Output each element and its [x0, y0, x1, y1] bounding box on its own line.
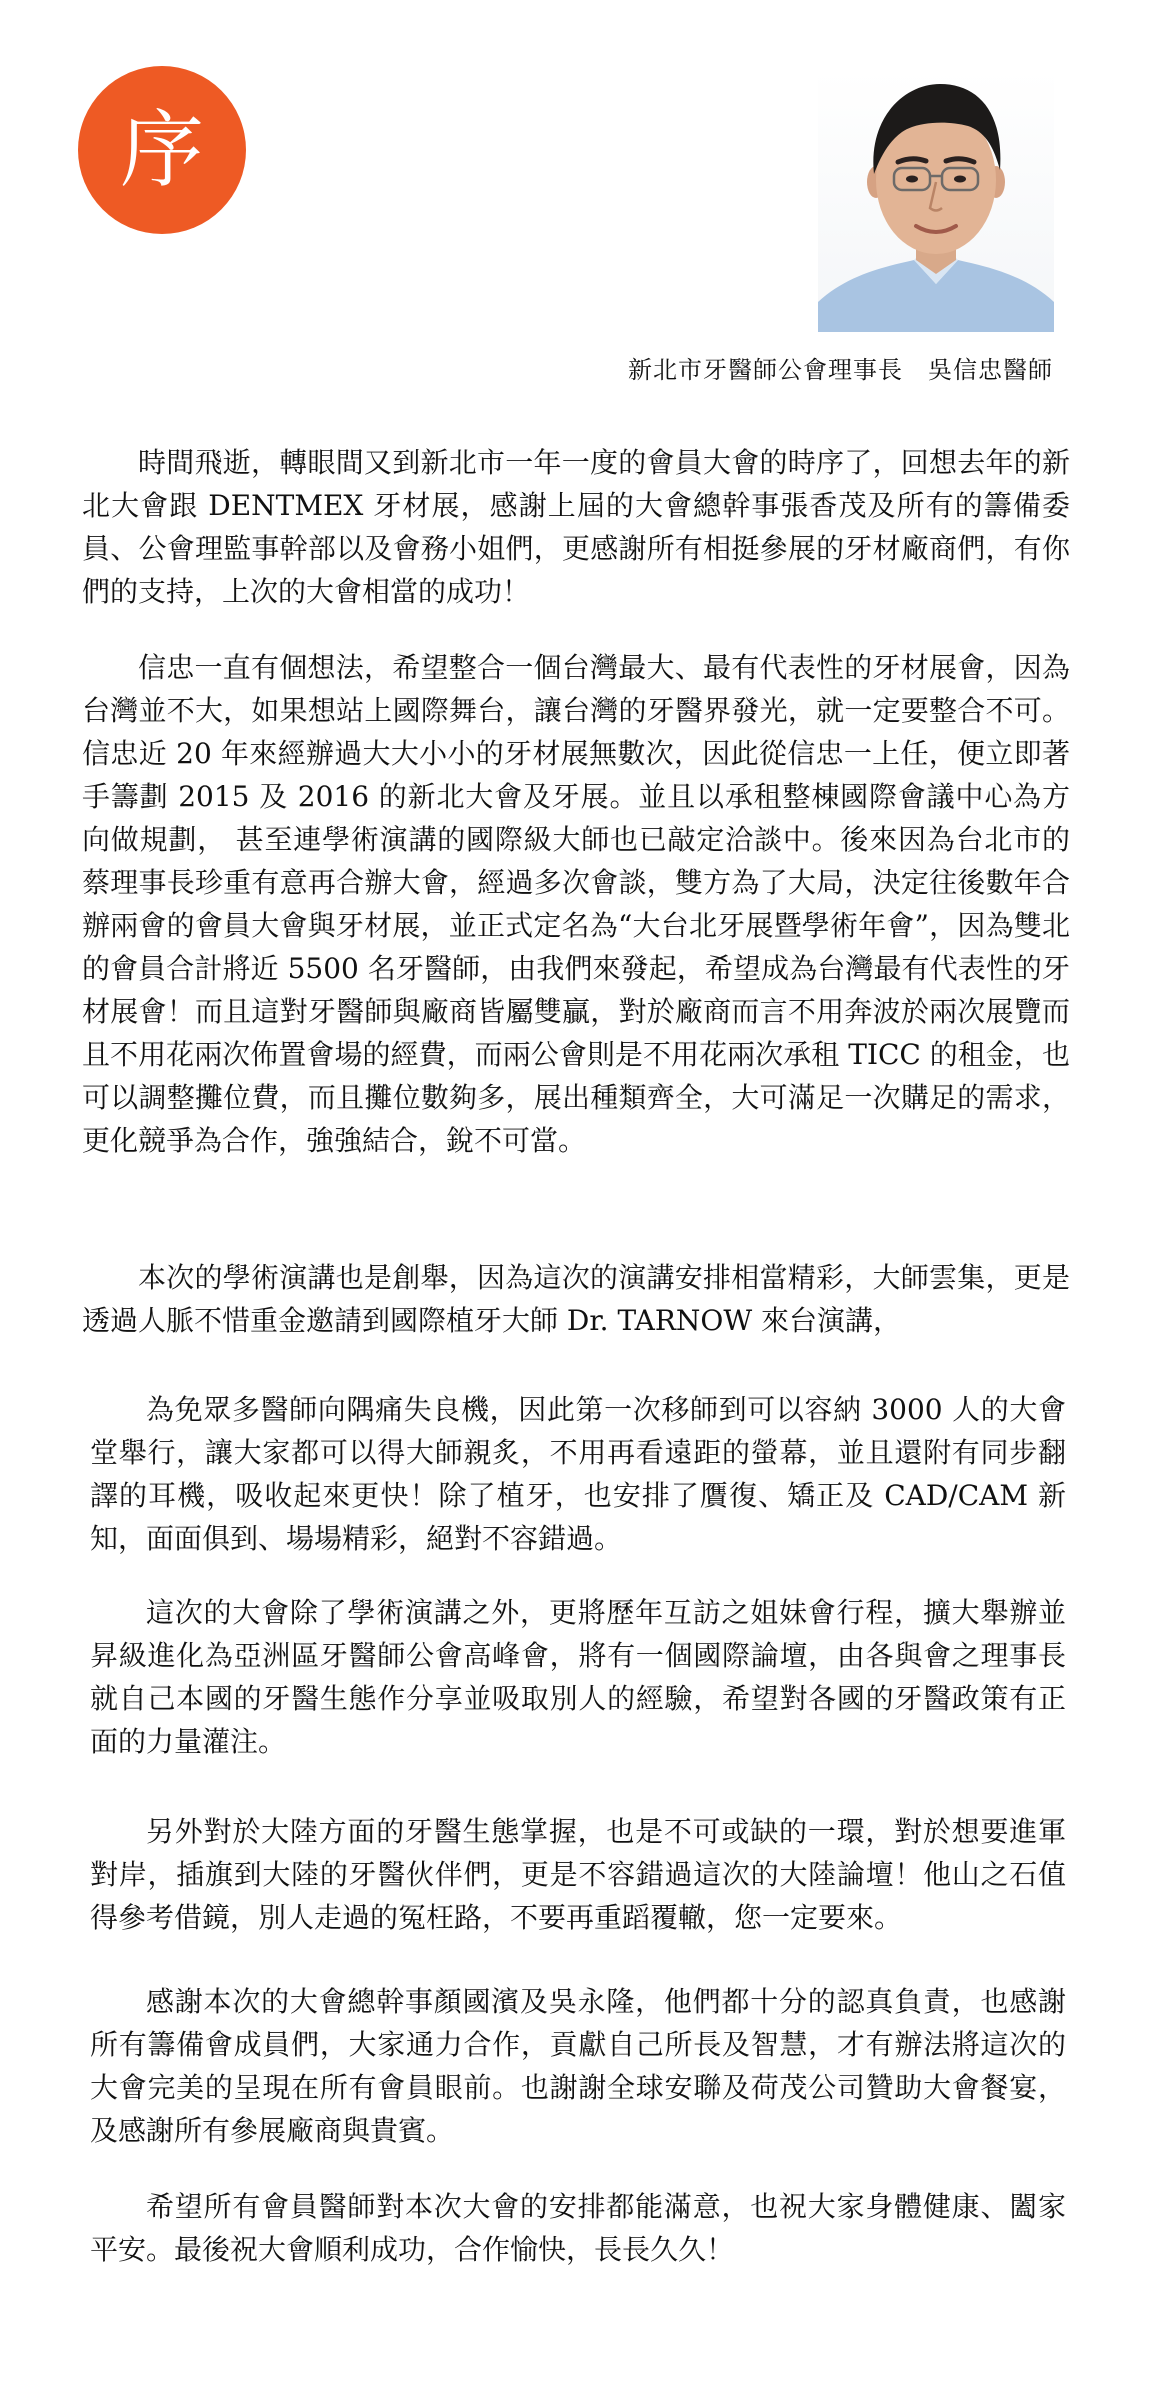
paragraph-5: 這次的大會除了學術演講之外，更將歷年互訪之姐妹會行程，擴大舉辦並昇級進化為亞洲區牙醫師公會高峰會，將有一個國際論壇，由各與會之理事長就自己本國的牙醫生態作分享並吸取別人的經驗，希望對各國的牙醫政策有正面的力量灌注。: [90, 1596, 1066, 1758]
author-portrait: [818, 70, 1054, 332]
paragraph-1: 時間飛逝，轉眼間又到新北市一年一度的會員大會的時序了，回想去年的新北大會跟 DENTMEX 牙材展，感謝上屆的大會總幹事張香茂及所有的籌備委員、公會理監事幹部以及會務小姐們，更感謝所有相挺參展的牙材廠商們，有你們的支持，上次的大會相當的成功！: [82, 446, 1070, 608]
author-byline: 新北市牙醫師公會理事長 吳信忠醫師: [628, 356, 1053, 384]
paragraph-6: 另外對於大陸方面的牙醫生態掌握，也是不可或缺的一環，對於想要進軍對岸，插旗到大陸的牙醫伙伴們，更是不容錯過這次的大陸論壇！他山之石值得參考借鏡，別人走過的冤枉路，不要再重蹈覆轍，您一定要來。: [90, 1815, 1066, 1934]
preface-badge: [78, 66, 246, 234]
paragraph-8: 希望所有會員醫師對本次大會的安排都能滿意，也祝大家身體健康、闔家平安。最後祝大會順利成功，合作愉快，長長久久！: [90, 2190, 1066, 2266]
author-portrait-image: [818, 70, 1054, 332]
paragraph-3: 本次的學術演講也是創舉，因為這次的演講安排相當精彩，大師雲集，更是透過人脈不惜重金邀請到國際植牙大師 Dr. TARNOW 來台演講，: [82, 1261, 1070, 1337]
paragraph-7: 感謝本次的大會總幹事顏國濱及吳永隆，他們都十分的認真負責，也感謝所有籌備會成員們，大家通力合作，貢獻自己所長及智慧，才有辦法將這次的大會完美的呈現在所有會員眼前。也謝謝全球安聯及荷茂公司贊助大會餐宴，及感謝所有參展廠商與貴賓。: [90, 1985, 1066, 2147]
paragraph-4: 為免眾多醫師向隅痛失良機，因此第一次移師到可以容納 3000 人的大會堂舉行，讓大家都可以得大師親炙，不用再看遠距的螢幕，並且還附有同步翻譯的耳機，吸收起來更快！除了植牙，也安排了贋復、矯正及 CAD/CAM 新知，面面俱到、場場精彩，絕對不容錯過。: [90, 1393, 1066, 1555]
paragraph-2: 信忠一直有個想法，希望整合一個台灣最大、最有代表性的牙材展會，因為台灣並不大，如果想站上國際舞台，讓台灣的牙醫界發光，就一定要整合不可。信忠近 20 年來經辦過大大小小的牙材展無數次，因此從信忠一上任，便立即著手籌劃 2015 及 2016 的新北大會及牙展。並且以承租整棟國際會議中心為方向做規劃， 甚至連學術演講的國際級大師也已敲定洽談中。後來因為台北市的蔡理事長珍重有意再合辦大會，經過多次會談，雙方為了大局，決定往後數年合辦兩會的會員大會與牙材展，並正式定名為“大台北牙展暨學術年會”，因為雙北的會員合計將近 5500 名牙醫師，由我們來發起，希望成為台灣最有代表性的牙材展會！而且這對牙醫師與廠商皆屬雙贏，對於廠商而言不用奔波於兩次展覽而且不用花兩次佈置會場的經費，而兩公會則是不用花兩次承租 TICC 的租金，也可以調整攤位費，而且攤位數夠多，展出種類齊全，大可滿足一次購足的需求，更化競爭為合作，強強結合，銳不可當。: [82, 651, 1070, 1157]
preface-badge-char: 序: [119, 101, 204, 199]
